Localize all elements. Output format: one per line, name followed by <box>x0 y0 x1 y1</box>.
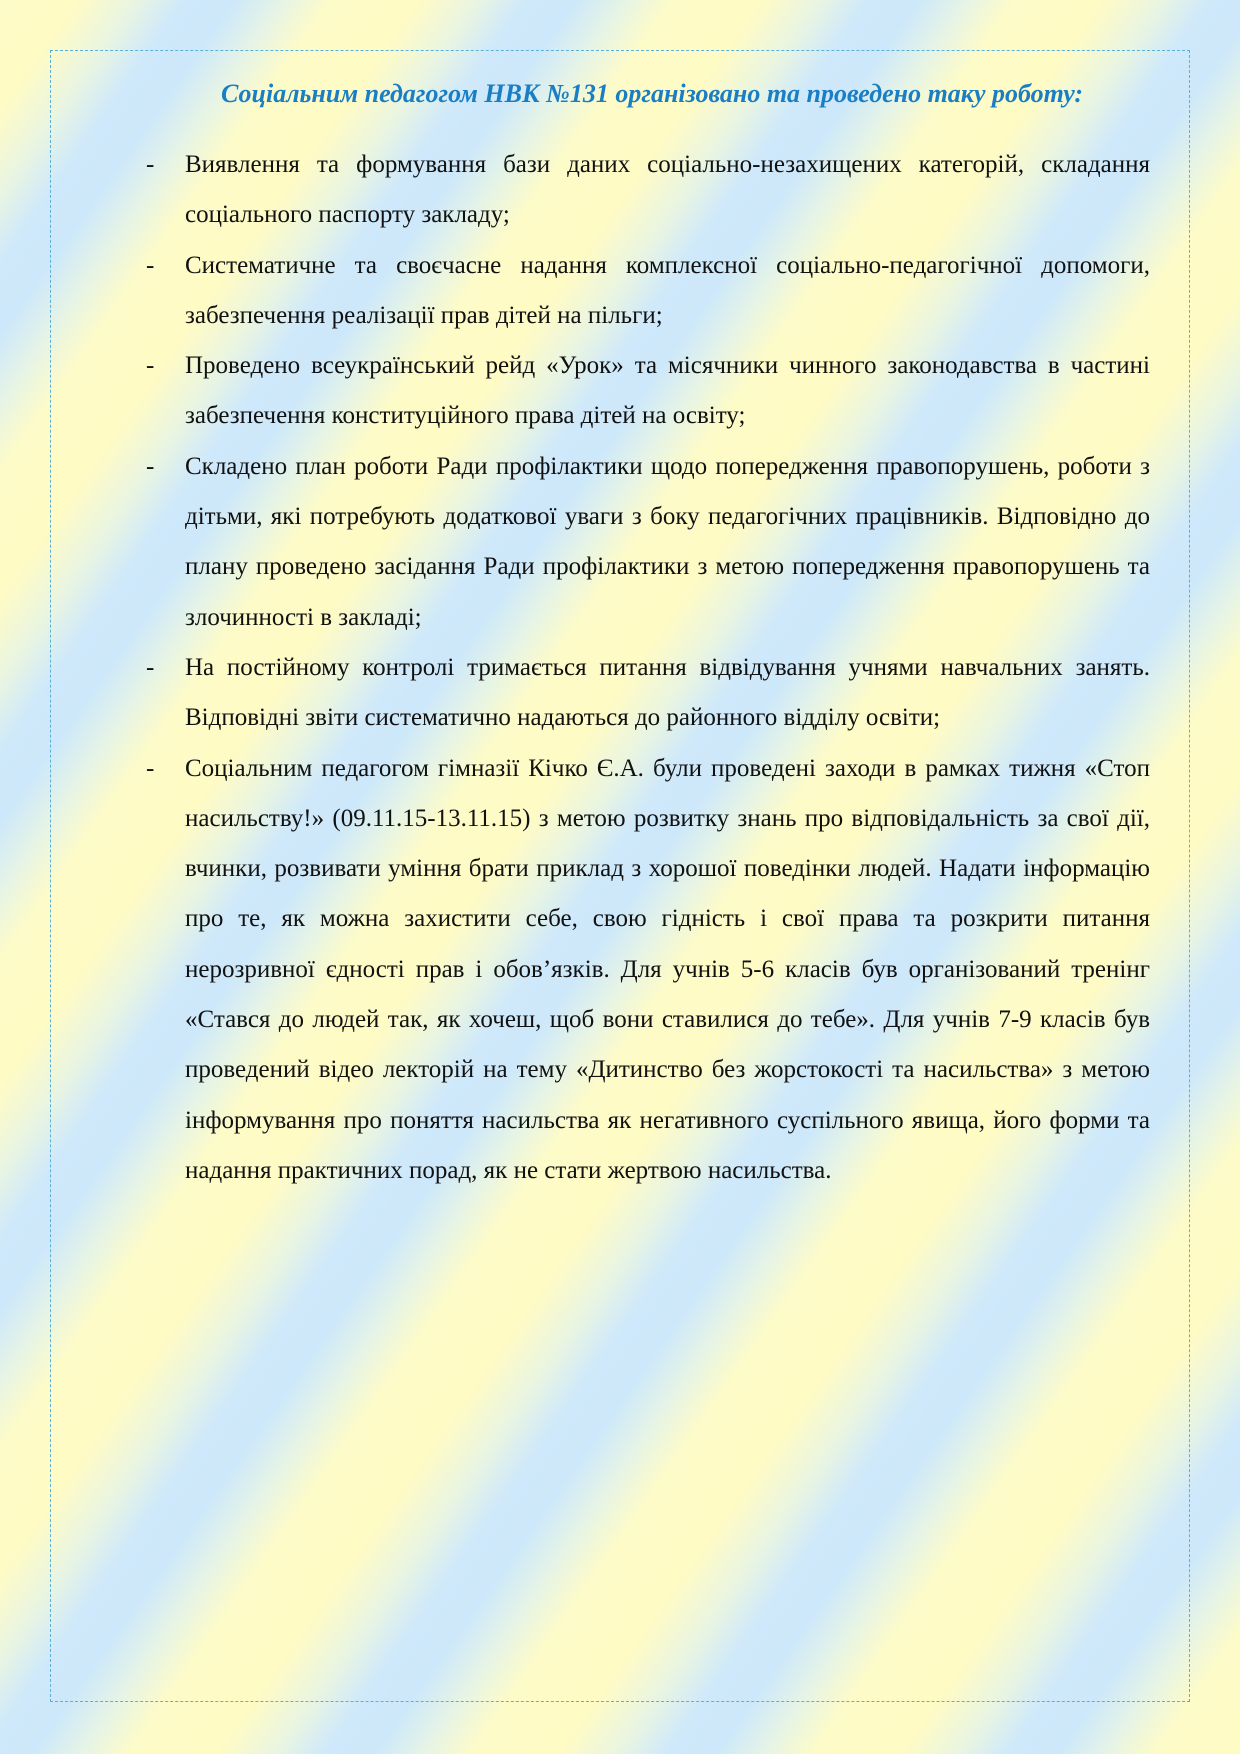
list-item <box>146 643 1150 744</box>
list-item <box>146 341 1150 442</box>
activity-list <box>146 140 1150 1196</box>
list-item-text: Систематичне та своєчасне надання комплексної соціально-педагогічної допомоги, забезпечення реалізації прав дітей на пільги; <box>185 251 1150 329</box>
dash-bullet: - <box>146 754 155 782</box>
list-item <box>146 140 1150 241</box>
list-item-text: Соціальним педагогом гімназії Кічко Є.А. були проведені заходи в рамках тижня «Стоп насильству!» (09.11.15-13.11.15) з метою розвитку знань про відповідальність за свої дії, вчинки, розвивати уміння брати приклад з хорошої поведінки людей. Надати інформацію про те, як можна захистити себе, свою гідність і свої права та розкрити питання нерозривної єдності прав і обов’язків. Для учнів 5-6 класів був організований тренінг «Стався до людей так, як хочеш, щоб вони ставилися до тебе». Для учнів 7-9 класів був проведений відео лекторій на тему «Дитинство без жорстокості та насильства» з метою інформування про поняття насильства як негативного суспільного явища, його форми та надання практичних порад, як не стати жертвою насильства. <box>185 754 1150 1184</box>
list-item-text: Складено план роботи Ради профілактики щодо попередження правопорушень, роботи з дітьми, які потребують додаткової уваги з боку педагогічних працівників. Відповідно до плану проведено засідання Ради профілактики з метою попередження правопорушень та злочинності в закладі; <box>185 452 1150 631</box>
dash-bullet: - <box>146 151 155 178</box>
dash-bullet: - <box>146 251 155 279</box>
list-item <box>146 744 1150 1197</box>
list-item-text: Виявлення та формування бази даних соціально-незахищених категорій, складання соціального паспорту закладу; <box>185 151 1150 229</box>
list-item <box>146 241 1150 342</box>
dash-bullet: - <box>146 653 155 681</box>
dash-bullet: - <box>146 352 155 380</box>
document-body <box>146 68 1150 1196</box>
dash-bullet: - <box>146 452 155 480</box>
list-item-text: Проведено всеукраїнський рейд «Урок» та місячники чинного законодавства в частині забезпечення конституційного права дітей на освіту; <box>185 352 1150 430</box>
list-item <box>146 442 1150 643</box>
list-item-text: На постійному контролі тримається питання відвідування учнями навчальних занять. Відповідні звіти систематично надаються до районного відділу освіти; <box>185 653 1150 732</box>
intro-heading: Соціальним педагогом НВК №131 організовано та проведено таку роботу: <box>221 79 1084 108</box>
